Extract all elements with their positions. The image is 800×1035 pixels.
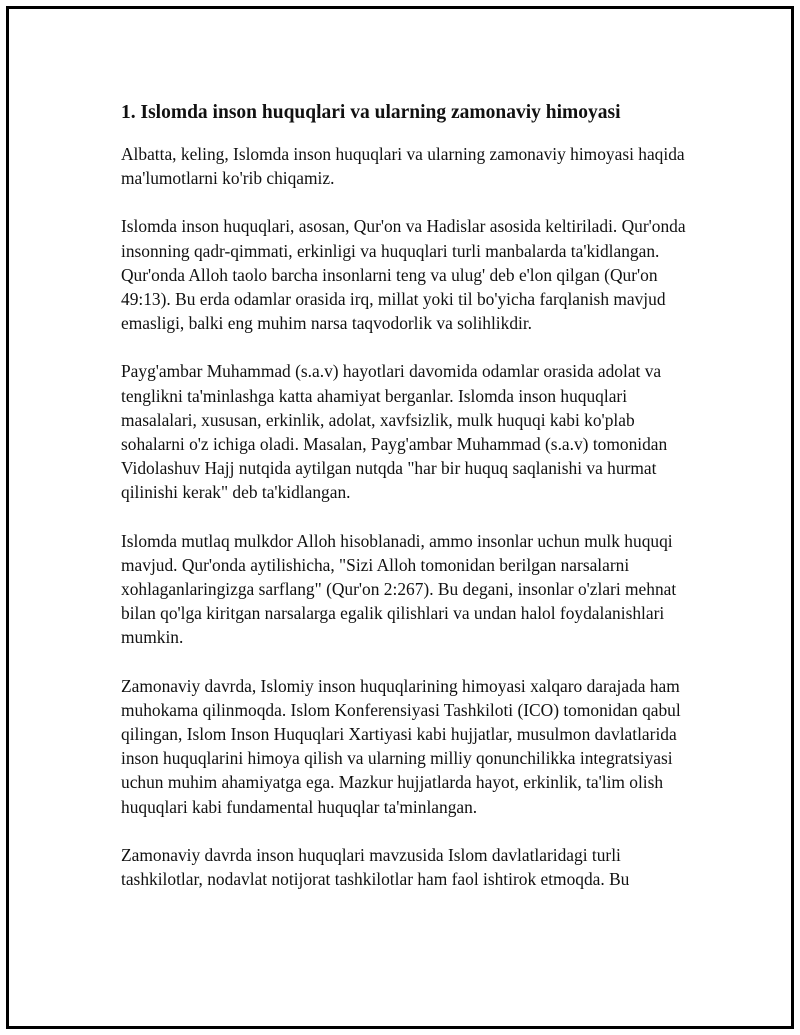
paragraph-intro: Albatta, keling, Islomda inson huquqlari va ularning zamonaviy himoyasi haqida ma'lumotlarni ko'rib chiqamiz. xyxy=(121,144,685,189)
paragraph-property-rights: Islomda mutlaq mulkdor Alloh hisoblanadi, ammo insonlar uchun mulk huquqi mavjud. Qur'onda aytilishicha, "Sizi Alloh tomonidan berilgan narsalarni xohlaganlaringizga sarflang" (Qur'on 2:267). Bu degani, insonlar o'zlari mehnat bilan qo'lga kiritgan narsalarga egalik qilishlari va undan halol foydalanishlari mumkin. xyxy=(121,530,677,648)
paragraph-organizations: Zamonaviy davrda inson huquqlari mavzusida Islom davlatlaridagi turli tashkilotlar, nodavlat notijorat tashkilotlar ham faol ishtirok etmoqda. Bu xyxy=(121,844,630,890)
document-body xyxy=(121,98,701,915)
document-title: 1. Islomda inson huquqlari va ularning zamonaviy himoyasi xyxy=(121,102,621,123)
page-frame xyxy=(6,6,794,1029)
paragraph-prophet-justice: Payg'ambar Muhammad (s.a.v) hayotlari davomida odamlar orasida adolat va tenglikni ta'minlashga katta ahamiyat berganlar. Islomda inson huquqlari masalalari, xususan, erkinlik, adolat, xavfsizlik, mulk huquqi kabi ko'plab sohalarni o'z ichiga oladi. Masalan, Payg'ambar Muhammad (s.a.v) tomonidan Vidolashuv Hajj nutqida aytilgan nutqda "har bir huquq saqlanishi va hurmat qilinishi kerak" deb ta'kidlangan. xyxy=(121,361,668,503)
paragraph-quran-basis: Islomda inson huquqlari, asosan, Qur'on va Hadislar asosida keltiriladi. Qur'onda insonning qadr-qimmati, erkinligi va huquqlari turli manbalarda ta'kidlangan. Qur'onda Alloh taolo barcha insonlarni teng va ulug' deb e'lon qilgan (Qur'on 49:13). Bu erda odamlar orasida irq, millat yoki til bo'yicha farqlanish mavjud emasligi, balki eng muhim narsa taqvodorlik va solihlikdir. xyxy=(121,216,686,334)
paragraph-modern-protection: Zamonaviy davrda, Islomiy inson huquqlarining himoyasi xalqaro darajada ham muhokama qilinmoqda. Islom Konferensiyasi Tashkiloti (ICO) tomonidan qabul qilingan, Islom Inson Huquqlari Xartiyasi kabi hujjatlar, musulmon davlatlarida inson huquqlarini himoya qilish va ularning milliy qonunchilikka integratsiyasi uchun muhim ahamiyatga ega. Mazkur hujjatlarda hayot, erkinlik, ta'lim olish huquqlari kabi fundamental huquqlar ta'minlangan. xyxy=(121,675,681,817)
